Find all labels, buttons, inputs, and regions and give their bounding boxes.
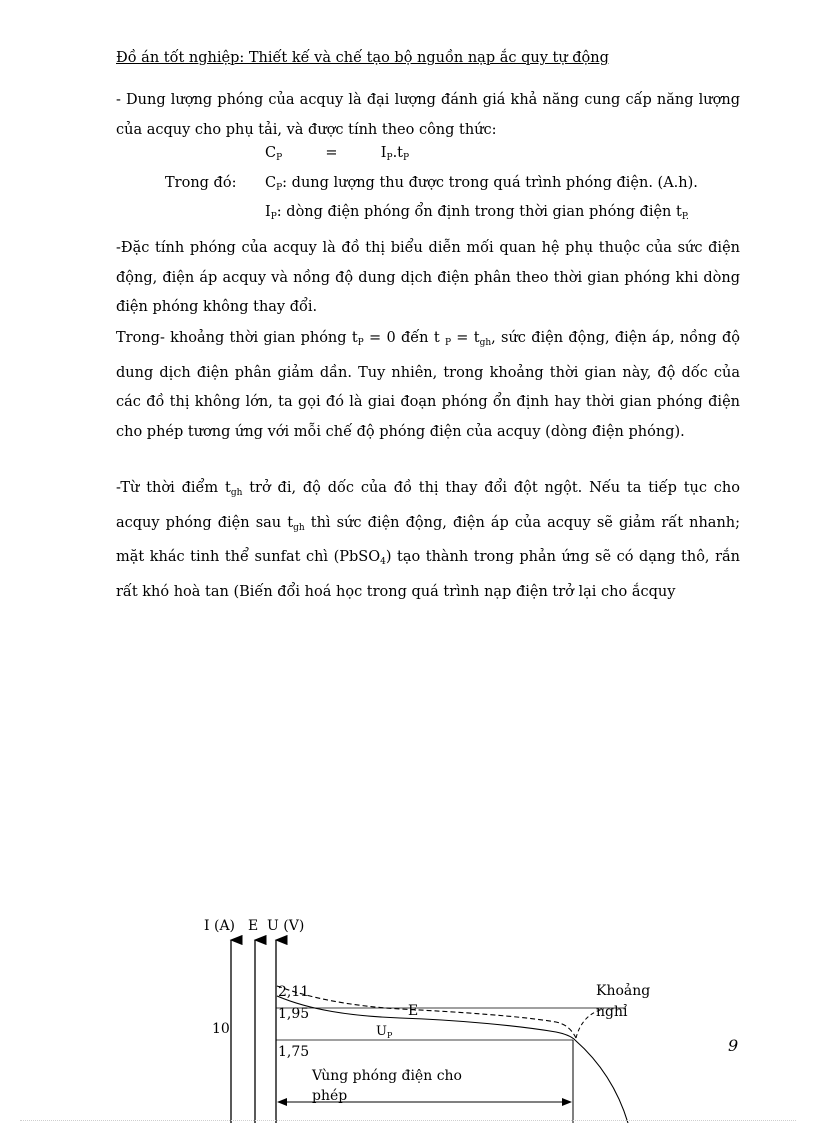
formula: $C_P = I_P.t_P$ — [265, 145, 410, 163]
document-header: Đồ án tốt nghiệp: Thiết kế và chế tạo bộ nguồn nạp ắc quy tự động — [116, 50, 609, 66]
paragraph-stable-discharge: Trong- khoảng thời gian phóng $t_P = 0$ đến t $_P = t_{gh}$, sức điện động, điện áp, nồng độ dung dịch điện phân giảm dần. Tuy nhiên, trong khoảng thời gian này, độ dốc của các đồ thị không lớn, ta gọi đó là giai đoạn phóng ổn định hay thời gian phóng điện cho phép tương ứng với mỗi chế độ phóng điện của acquy (dòng điện phóng). — [116, 330, 740, 440]
paragraph-discharge-capacity: - Dung lượng phóng của acquy là đại lượng đánh giá khả năng cung cấp năng lượng của acquy cho phụ tải, và được tính theo công thức: — [116, 92, 740, 138]
axis-label-current: I (A) — [204, 918, 236, 934]
paragraph-limit-time: -Từ thời điểm $t_{gh}$ trở đi, độ dốc của đồ thị thay đổi đột ngột. Nếu ta tiếp tục cho acquy phóng điện sau $t_{gh}$ thì sức điện động, điện áp của acquy sẽ giảm rất nhanh; mặt khác tinh thể sunfat chì (PbSO$_4$) tạo thành trong phản ứng sẽ có dạng thô, rắn rất khó hoà tan (Biến đổi hoá học trong quá trình nạp điện trở lại cho ắcquy — [116, 480, 741, 600]
rest-period-label-1: Khoảng — [596, 983, 651, 999]
voltage-curve-label: $U_P$ — [376, 1024, 393, 1040]
axis-label-voltage: U (V) — [267, 918, 305, 934]
emf-curve-label: E — [408, 1003, 419, 1019]
level-2-11-label: 2,11 — [278, 984, 310, 1000]
allowed-zone-label-1: Vùng phóng điện cho — [312, 1068, 462, 1084]
paragraph-discharge-characteristic: -Đặc tính phóng của acquy là đồ thị biểu diễn mối quan hệ phụ thuộc của sức điện động, điện áp acquy và nồng độ dung dịch điện phân theo thời gian phóng khi dòng điện phóng không thay đổi. — [116, 240, 740, 315]
level-1-95-label: 1,95 — [278, 1006, 310, 1022]
axis-label-emf: E — [248, 918, 259, 934]
voltage-curve — [277, 996, 575, 1040]
page-number: 9 — [728, 1036, 739, 1055]
current-value-label: 10 — [212, 1021, 230, 1037]
page-bottom-rule — [20, 1120, 796, 1121]
rest-period-label-2: nghỉ — [596, 1004, 628, 1020]
voltage-drop-curve — [575, 1040, 628, 1123]
level-1-75-label: 1,75 — [278, 1044, 310, 1060]
definition-cp: $C_P$: dung lượng thu được trong quá trình phóng điện. (A.h). — [265, 175, 698, 193]
emf-curve — [277, 986, 576, 1038]
allowed-zone-label-2: phép — [312, 1088, 348, 1104]
definition-ip: $I_P$: dòng điện phóng ổn định trong thời gian phóng điện $t_{P.}$ — [265, 204, 689, 222]
where-label: Trong đó: — [165, 175, 237, 191]
